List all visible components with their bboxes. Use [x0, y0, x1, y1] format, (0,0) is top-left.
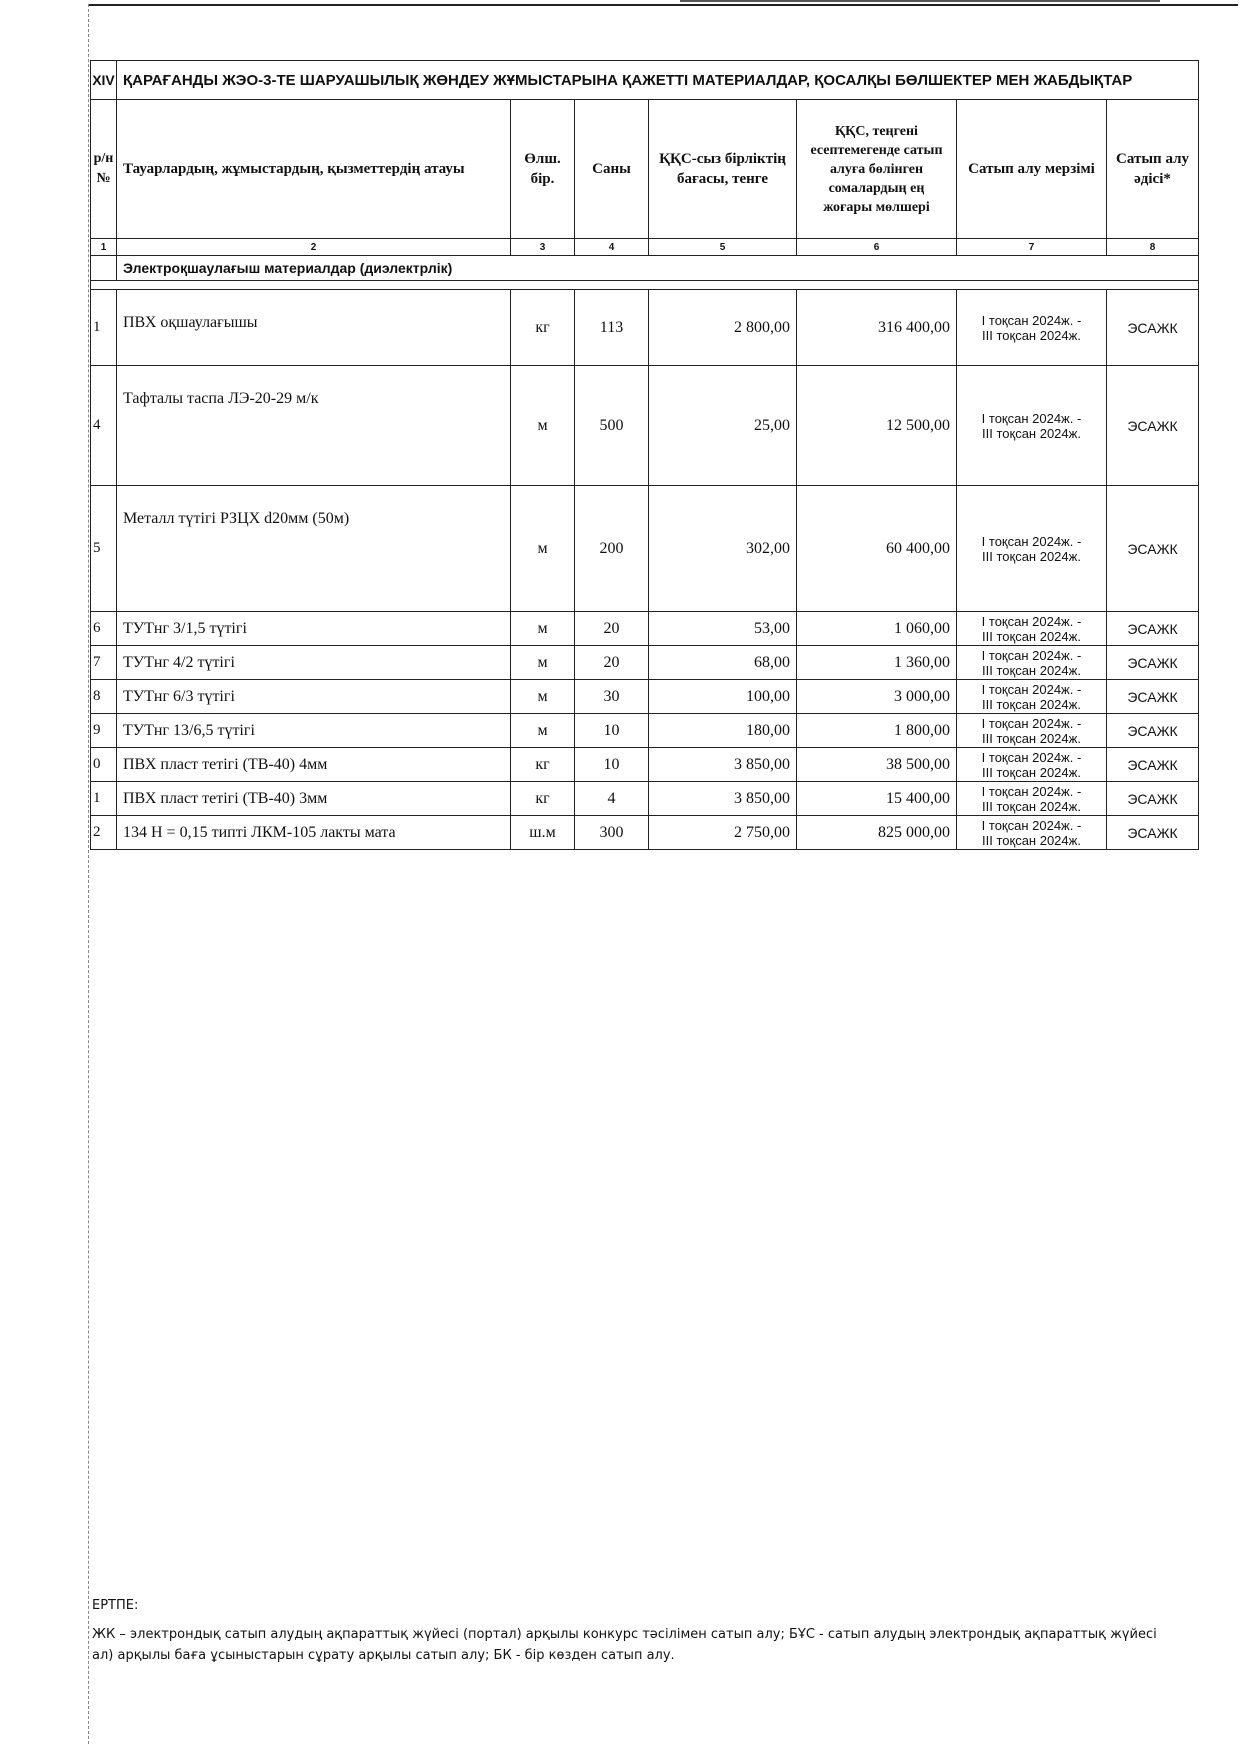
item-quantity: 20: [575, 646, 649, 680]
item-unit-price: 302,00: [649, 486, 797, 612]
item-max-amount: 38 500,00: [797, 748, 957, 782]
item-period: [957, 612, 1107, 646]
item-unit-price: 180,00: [649, 714, 797, 748]
spacer-cell: [91, 281, 1199, 290]
item-unit: м: [511, 646, 575, 680]
item-name: ПВХ пласт тетігі (ТВ-40) 3мм: [117, 782, 511, 816]
row-number: 1: [91, 782, 117, 816]
column-number: 6: [797, 239, 957, 256]
item-unit: м: [511, 680, 575, 714]
item-name: 134 Н = 0,15 типті ЛКМ-105 лакты мата: [117, 816, 511, 850]
item-method: ЭСАЖК: [1107, 290, 1199, 366]
item-max-amount: 316 400,00: [797, 290, 957, 366]
period-end: ІІІ тоқсан 2024ж.: [982, 730, 1081, 746]
period-start: І тоқсан 2024ж. -: [981, 681, 1082, 697]
period-start: І тоқсан 2024ж. -: [981, 410, 1082, 426]
item-name: ТУТнг 13/6,5 түтігі: [117, 714, 511, 748]
table-row: [91, 646, 1199, 680]
item-unit-price: 3 850,00: [649, 748, 797, 782]
item-method: ЭСАЖК: [1107, 366, 1199, 486]
footnote-line-2: ал) арқылы баға ұсыныстарын сұрату арқылы сатып алу; БК - бір көзден сатып алу.: [92, 1648, 675, 1663]
item-max-amount: 12 500,00: [797, 366, 957, 486]
item-period: [957, 680, 1107, 714]
item-max-amount: 15 400,00: [797, 782, 957, 816]
table-row: [91, 680, 1199, 714]
spacer-row: [91, 281, 1199, 290]
item-unit-price: 53,00: [649, 612, 797, 646]
header-name: Тауарлардың, жұмыстардың, қызметтердің атауы: [117, 100, 511, 239]
item-quantity: 300: [575, 816, 649, 850]
row-number: 2: [91, 816, 117, 850]
item-quantity: 500: [575, 366, 649, 486]
subsection-title: Электроқшаулағыш материалдар (диэлектрлік): [117, 256, 1199, 281]
item-name: Металл түтігі РЗЦХ d20мм (50м): [117, 486, 511, 612]
period-end: ІІІ тоқсан 2024ж.: [982, 327, 1081, 343]
item-max-amount: 60 400,00: [797, 486, 957, 612]
header-period: Сатып алу мерзімі: [957, 100, 1107, 239]
item-period: [957, 290, 1107, 366]
column-number: 8: [1107, 239, 1199, 256]
item-period: [957, 748, 1107, 782]
item-period: [957, 366, 1107, 486]
materials-table: [90, 60, 1199, 850]
item-quantity: 10: [575, 714, 649, 748]
item-method: ЭСАЖК: [1107, 748, 1199, 782]
item-name: ТУТнг 6/3 түтігі: [117, 680, 511, 714]
item-unit-price: 2 750,00: [649, 816, 797, 850]
item-period: [957, 714, 1107, 748]
item-unit: м: [511, 486, 575, 612]
header-number: р/н №: [91, 100, 117, 239]
item-method: ЭСАЖК: [1107, 816, 1199, 850]
table-row: [91, 816, 1199, 850]
item-unit: ш.м: [511, 816, 575, 850]
column-number: 2: [117, 239, 511, 256]
column-number-row: [91, 239, 1199, 256]
item-unit-price: 2 800,00: [649, 290, 797, 366]
header-quantity: Саны: [575, 100, 649, 239]
table-row: [91, 782, 1199, 816]
period-start: І тоқсан 2024ж. -: [981, 715, 1082, 731]
period-end: ІІІ тоқсан 2024ж.: [982, 548, 1081, 564]
item-unit: м: [511, 714, 575, 748]
header-unit: Өлш. бір.: [511, 100, 575, 239]
page-edge-top-right: [680, 0, 1160, 2]
item-period: [957, 486, 1107, 612]
item-max-amount: 1 360,00: [797, 646, 957, 680]
column-number: 1: [91, 239, 117, 256]
row-number: 6: [91, 612, 117, 646]
item-method: ЭСАЖК: [1107, 680, 1199, 714]
item-unit: м: [511, 366, 575, 486]
row-number: 1: [91, 290, 117, 366]
item-quantity: 113: [575, 290, 649, 366]
row-number: 9: [91, 714, 117, 748]
footnote-label: ЕРТПЕ:: [92, 1598, 139, 1613]
subsection-row: [91, 256, 1199, 281]
item-quantity: 4: [575, 782, 649, 816]
column-number: 5: [649, 239, 797, 256]
period-end: ІІІ тоқсан 2024ж.: [982, 662, 1081, 678]
item-max-amount: 1 060,00: [797, 612, 957, 646]
table-row: [91, 486, 1199, 612]
item-quantity: 10: [575, 748, 649, 782]
item-method: ЭСАЖК: [1107, 714, 1199, 748]
row-number: 4: [91, 366, 117, 486]
header-unit-price: ҚҚС-сыз бірліктің бағасы, тенге: [649, 100, 797, 239]
row-number: 7: [91, 646, 117, 680]
row-number: 5: [91, 486, 117, 612]
item-method: ЭСАЖК: [1107, 486, 1199, 612]
period-end: ІІІ тоқсан 2024ж.: [982, 764, 1081, 780]
period-start: І тоқсан 2024ж. -: [981, 613, 1082, 629]
item-period: [957, 782, 1107, 816]
period-start: І тоқсан 2024ж. -: [981, 312, 1082, 328]
header-max-amount: ҚҚС, теңгені есептемегенде сатып алуға бөлінген сомалардың ең жоғары мөлшері: [797, 100, 957, 239]
table-row: [91, 366, 1199, 486]
period-end: ІІІ тоқсан 2024ж.: [982, 832, 1081, 848]
period-start: І тоқсан 2024ж. -: [981, 817, 1082, 833]
subsection-spacer: [91, 256, 117, 281]
item-quantity: 20: [575, 612, 649, 646]
item-unit: кг: [511, 782, 575, 816]
period-end: ІІІ тоқсан 2024ж.: [982, 798, 1081, 814]
row-number: 0: [91, 748, 117, 782]
period-start: І тоқсан 2024ж. -: [981, 533, 1082, 549]
item-max-amount: 1 800,00: [797, 714, 957, 748]
item-name: Тафталы таспа ЛЭ-20-29 м/к: [117, 366, 511, 486]
item-unit: кг: [511, 748, 575, 782]
table-row: [91, 748, 1199, 782]
table-row: [91, 290, 1199, 366]
table-row: [91, 714, 1199, 748]
item-max-amount: 3 000,00: [797, 680, 957, 714]
period-start: І тоқсан 2024ж. -: [981, 647, 1082, 663]
section-title-row: [91, 61, 1199, 100]
item-unit-price: 68,00: [649, 646, 797, 680]
footnote-line-1: ЖК – электрондық сатып алудың ақпараттық жүйесі (портал) арқылы конкурс тәсілімен сатып алу; БҰС - сатып алудың электрондық ақпараттық жүйесі: [92, 1627, 1157, 1642]
period-end: ІІІ тоқсан 2024ж.: [982, 628, 1081, 644]
column-number: 7: [957, 239, 1107, 256]
item-period: [957, 646, 1107, 680]
item-method: ЭСАЖК: [1107, 782, 1199, 816]
item-name: ПВХ пласт тетігі (ТВ-40) 4мм: [117, 748, 511, 782]
item-quantity: 200: [575, 486, 649, 612]
item-max-amount: 825 000,00: [797, 816, 957, 850]
item-period: [957, 816, 1107, 850]
footnote: [92, 1598, 1212, 1669]
period-start: І тоқсан 2024ж. -: [981, 783, 1082, 799]
column-number: 4: [575, 239, 649, 256]
page-edge-top: [88, 4, 1238, 6]
item-name: ТУТнг 3/1,5 түтігі: [117, 612, 511, 646]
period-end: ІІІ тоқсан 2024ж.: [982, 425, 1081, 441]
header-method: Сатып алу әдісі*: [1107, 100, 1199, 239]
item-method: ЭСАЖК: [1107, 646, 1199, 680]
period-start: І тоқсан 2024ж. -: [981, 749, 1082, 765]
item-unit-price: 3 850,00: [649, 782, 797, 816]
column-number: 3: [511, 239, 575, 256]
item-quantity: 30: [575, 680, 649, 714]
table-row: [91, 612, 1199, 646]
section-roman-numeral: XIV: [91, 61, 117, 100]
item-unit-price: 100,00: [649, 680, 797, 714]
section-title: ҚАРАҒАНДЫ ЖЭО-3-ТЕ ШАРУАШЫЛЫҚ ЖӨНДЕУ ЖҰМЫСТАРЫНА ҚАЖЕТТІ МАТЕРИАЛДАР, ҚОСАЛҚЫ БӨЛШЕКТЕР МЕН ЖАБДЫҚТАР: [117, 61, 1199, 100]
item-unit: кг: [511, 290, 575, 366]
row-number: 8: [91, 680, 117, 714]
item-name: ПВХ оқшаулағышы: [117, 290, 511, 366]
period-end: ІІІ тоқсан 2024ж.: [982, 696, 1081, 712]
item-name: ТУТнг 4/2 түтігі: [117, 646, 511, 680]
item-unit-price: 25,00: [649, 366, 797, 486]
item-method: ЭСАЖК: [1107, 612, 1199, 646]
header-row: [91, 100, 1199, 239]
item-unit: м: [511, 612, 575, 646]
